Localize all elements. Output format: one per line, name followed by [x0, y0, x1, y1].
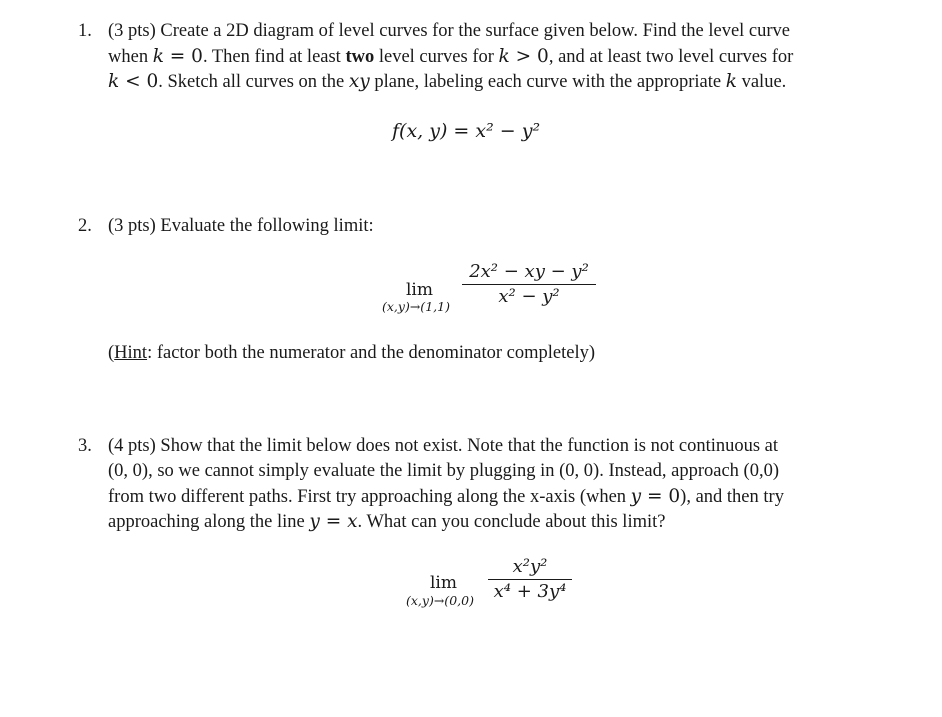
text: from two different paths. First try approaching along the x-axis (when — [108, 487, 631, 507]
problem-2-denominator: x² − y² — [498, 286, 560, 308]
problem-2-fraction — [462, 260, 596, 309]
problem-3-number: 3. — [78, 436, 92, 456]
problem-1-number: 1. — [78, 21, 92, 41]
math-gt: > 0 — [509, 46, 549, 67]
math-k: k — [152, 46, 164, 67]
problem-3-denominator: x⁴ + 3y⁴ — [493, 581, 567, 603]
math-x: x — [347, 511, 358, 532]
text: . Then find at least — [202, 47, 346, 67]
problem-1-line-3 — [108, 71, 786, 93]
text: ), and then try — [680, 487, 784, 507]
problem-3-line-3 — [108, 486, 784, 508]
problem-3-lim-subscript: (x,y)→(0,0) — [406, 593, 474, 608]
math-lt: < 0 — [119, 71, 159, 92]
math-y: y — [630, 486, 642, 507]
text: , and at least two level curves for — [548, 47, 794, 67]
text: . Sketch all curves on the — [158, 72, 349, 92]
text: value. — [736, 72, 787, 92]
math-xy: xy — [348, 71, 370, 92]
problem-3-fraction — [488, 555, 572, 604]
problem-2-hint — [108, 343, 595, 364]
problem-3-numerator: x²y² — [512, 556, 548, 577]
text: level curves for — [374, 47, 499, 67]
problem-1-line-2 — [108, 46, 793, 68]
math-k: k — [725, 71, 737, 92]
text: . What can you conclude about this limit? — [357, 512, 666, 532]
problem-1-line-1: (3 pts) Create a 2D diagram of level curves for the surface given below. Find the level curve — [108, 21, 791, 41]
problem-2-number: 2. — [78, 216, 92, 236]
math-eq: = 0 — [641, 486, 681, 507]
problem-2-lim: lim — [406, 280, 433, 300]
bold-two: two — [345, 47, 375, 67]
math-eq: = 0 — [163, 46, 203, 67]
problem-2-line-1: (3 pts) Evaluate the following limit: — [108, 216, 374, 236]
math-k: k — [498, 46, 510, 67]
problem-1-equation: f(x, y) = x² − y² — [392, 120, 541, 142]
text: ( — [108, 343, 115, 363]
problem-3-lim: lim — [430, 573, 457, 593]
problem-3-line-1: (4 pts) Show that the limit below does not exist. Note that the function is not continuous at — [108, 436, 779, 456]
problem-3-line-4 — [108, 511, 665, 533]
math-eq: = — [319, 511, 348, 532]
text: approaching along the line — [108, 512, 310, 532]
problem-2-numerator: 2x² − xy − y² — [469, 261, 589, 282]
problem-3-line-2: (0, 0), so we cannot simply evaluate the limit by plugging in (0, 0). Instead, approach (0,0) — [108, 461, 779, 481]
text: : factor both the numerator and the denominator completely) — [147, 343, 596, 363]
text: when — [108, 47, 153, 67]
math-k: k — [108, 71, 120, 92]
text: plane, labeling each curve with the appropriate — [369, 72, 726, 92]
math-y: y — [309, 511, 320, 532]
hint-word: Hint — [114, 343, 148, 363]
problem-2-lim-subscript: (x,y)→(1,1) — [382, 299, 450, 314]
